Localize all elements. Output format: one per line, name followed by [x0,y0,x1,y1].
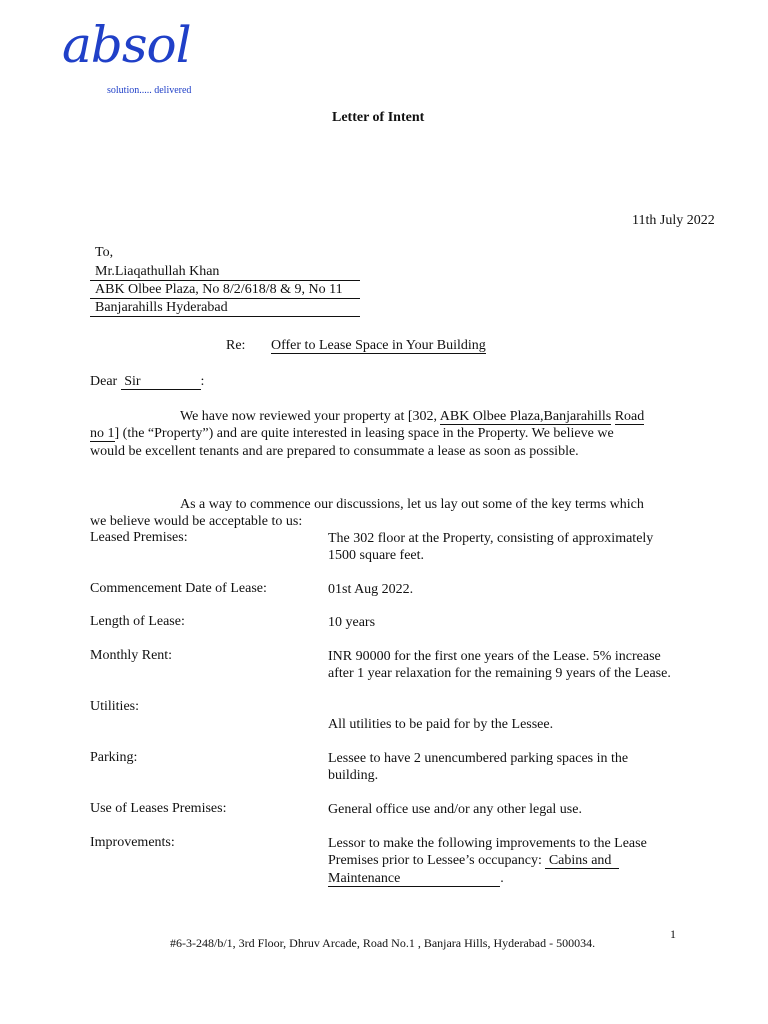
improvements-end: . [500,870,504,886]
improvements-fill-a-text: Cabins and [548,853,612,869]
term-premises-label: Leased Premises: [90,530,188,545]
improvements-fill-b [328,871,500,887]
page-number: 1 [670,927,676,941]
salutation-suffix: : [200,374,205,389]
term-length-label: Length of Lease: [90,614,185,629]
improvements-fill-b-text: Maintenance [328,870,401,886]
term-rent-value: INR 90000 for the first one years of the Lease. 5% increase after 1 year relaxation for the remaining 9 years of the Lease. [328,649,671,682]
salutation [90,374,204,390]
p1-start: We have now reviewed your property at [302, [180,409,438,424]
term-premises-value: The 302 floor at the Property, consisting of approximately 1500 square feet. [328,531,654,564]
term-parking-value: Lessee to have 2 unencumbered parking spaces in the building. [328,751,629,784]
salutation-prefix: Dear [90,374,118,389]
term-use-value: General office use and/or any other legal use. [328,802,582,817]
re-subject [271,338,486,354]
term-utilities-label: Utilities: [90,699,139,714]
address-line-2: Banjarahills Hyderabad [90,300,360,317]
footer-address: #6-3-248/b/1, 3rd Floor, Dhruv Arcade, Road No.1 , Banjara Hills, Hyderabad - 500034. [170,936,596,950]
term-length-value: 10 years [328,615,376,630]
term-commencement-value: 01st Aug 2022. [328,582,414,597]
company-logo: absol [62,16,191,74]
improvements-fill-a [545,853,619,869]
term-utilities-value: All utilities to be paid for by the Lessee. [328,717,554,732]
term-parking-label: Parking: [90,750,138,765]
address-name: Mr.Liaqathullah Khan [90,264,360,281]
term-commencement-label: Commencement Date of Lease: [90,581,267,596]
document-title: Letter of Intent [332,110,425,125]
address-to: To, [95,245,114,260]
salutation-name-field [121,374,201,390]
p1-property-a: ABK Olbee Plaza,Banjarahills [439,409,612,424]
term-improvements-value [328,835,678,887]
body-paragraph-1 [90,408,650,460]
salutation-name: Sir [124,374,141,389]
re-label: Re: [226,338,246,353]
re-subject-text: Offer to Lease Space in Your Building [271,338,486,353]
term-rent-label: Monthly Rent: [90,648,173,663]
body-paragraph-2: As a way to commence our discussions, let us lay out some of the key terms which we believe would be acceptable to us: [90,497,644,530]
p1-property-b: Road no 1 [90,409,645,442]
address-line-1: ABK Olbee Plaza, No 8/2/618/8 & 9, No 11 [90,282,360,299]
term-improvements-label: Improvements: [90,835,175,850]
improvements-text: Lessor to make the following improvements to the Lease Premises prior to Lessee’s occupancy: [328,836,647,869]
letter-date: 11th July 2022 [632,213,715,228]
logo-tagline: solution..... delivered [107,85,192,96]
p1-rest: ] (the “Property”) and are quite interested in leasing space in the Property. We believe we would be excellent tenants and are prepared to consummate a lease as soon as possible. [90,426,614,459]
term-use-label: Use of Leases Premises: [90,801,227,816]
